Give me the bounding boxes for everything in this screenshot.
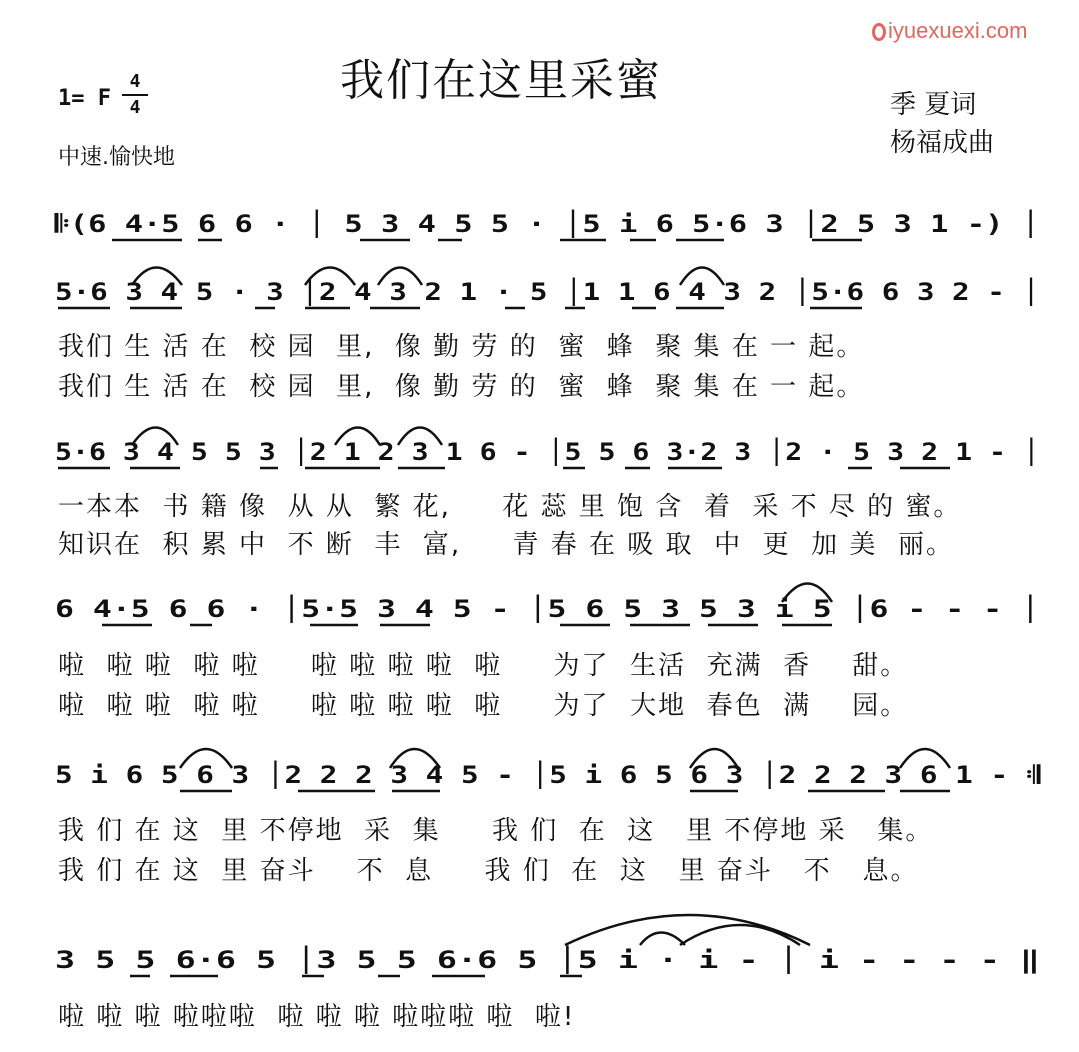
watermark-text: iyuexuexi.com: [888, 18, 1028, 43]
time-bottom: 4: [129, 97, 141, 118]
notes-line-2: 5·6 3 4 5 · 3 │2 4 3 2 1 · 5 │1 1 6 4 3 2 │5·6 6 3 2 - │: [55, 278, 865, 306]
notes-line-4: 6 4·5 6 6 · │5·5 3 4 5 - │5 6 5 3 5 3 i 5 │6 - - - │: [55, 595, 807, 623]
lyric-line-6: 啦 啦 啦 啦啦啦 啦 啦 啦 啦啦啦 啦 啦!: [58, 1002, 576, 1032]
song-title: 我们在这里采蜜: [340, 55, 662, 106]
notes-line-1: 𝄆(6 4·5 6 6 · │ 5 3 4 5 5 · │5 i 6 5·6 3 │2 5 3 1 -) │: [55, 210, 833, 238]
notes-line-6: 3 5 5 6·6 5 │3 5 5 6·6 5 │5 i · i - │ i - - - - ‖: [55, 946, 764, 974]
notes-line-5: 5 i 6 5 6 3 │2 2 2 3 4 5 - │5 i 6 5 6 3 │2 2 2 3 6 1 - 𝄇: [55, 761, 862, 789]
lyricist-credit: 季 夏词: [890, 90, 977, 120]
notes-line-3: 5·6 3 4 5 5 3 │2 1 2 3 1 6 - │5 5 6 3·2 3 │2 · 5 3 2 1 - │: [55, 438, 894, 466]
time-top: 4: [129, 71, 141, 92]
lyric-line-3-verse-2: 知识在 积 累 中 不 断 丰 富, 青 春 在 吸 取 中 更 加 美 丽。: [58, 530, 954, 560]
lyric-line-3-verse-1: 一本本 书 籍 像 从 从 繁 花, 花 蕊 里 饱 含 着 采 不 尽 的 蜜。: [58, 492, 962, 522]
tempo-marking: 中速.愉快地: [58, 145, 175, 170]
lyric-line-5-verse-2: 我 们 在 这 里 奋斗 不 息 我 们 在 这 里 奋斗 不 息。: [58, 856, 919, 886]
key-signature: 1= F: [58, 86, 111, 111]
lyric-line-2-verse-1: 我们 生 活 在 校 园 里, 像 勤 劳 的 蜜 蜂 聚 集 在 一 起。: [58, 332, 865, 362]
lyric-line-4-verse-1: 啦 啦 啦 啦 啦 啦 啦 啦 啦 啦 为了 生活 充满 香 甜。: [58, 651, 909, 681]
lyric-line-4-verse-2: 啦 啦 啦 啦 啦 啦 啦 啦 啦 啦 为了 大地 春色 满 园。: [58, 691, 909, 721]
composer-credit: 杨福成曲: [890, 128, 995, 158]
lyric-line-2-verse-2: 我们 生 活 在 校 园 里, 像 勤 劳 的 蜜 蜂 聚 集 在 一 起。: [58, 372, 865, 402]
lyric-line-5-verse-1: 我 们 在 这 里 不停地 采 集 我 们 在 这 里 不停地 采 集。: [58, 816, 934, 846]
